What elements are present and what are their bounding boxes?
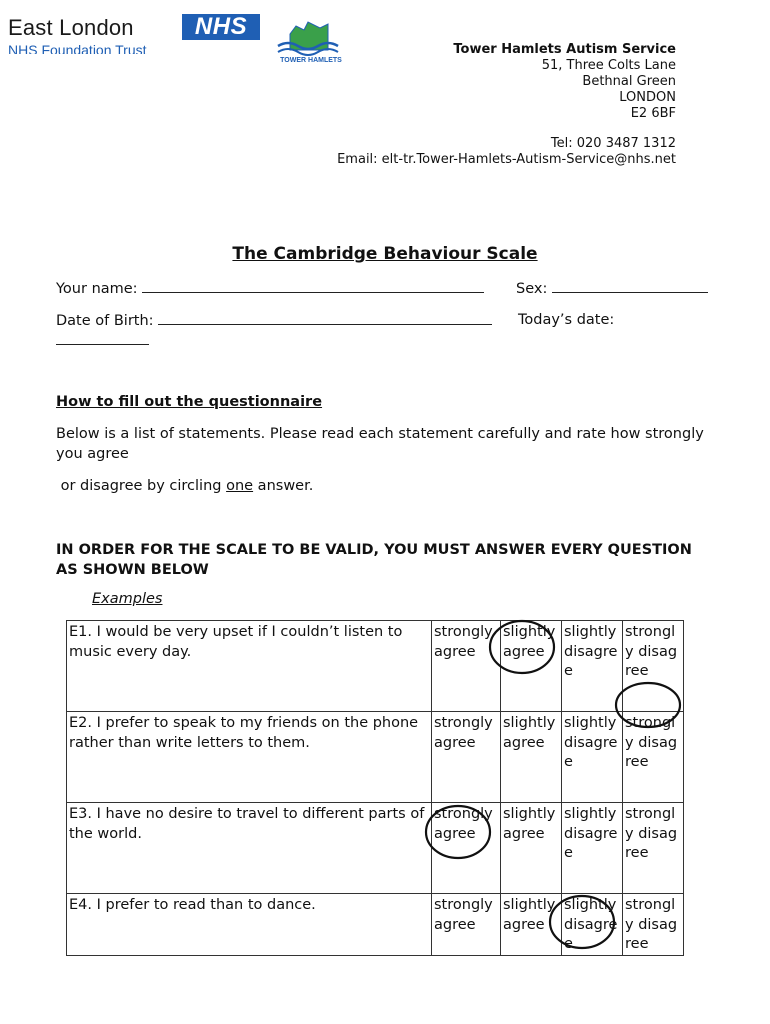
service-name: Tower Hamlets Autism Service xyxy=(453,42,676,57)
statement-cell: E1. I would be very upset if I couldn’t listen to music every day. xyxy=(67,621,432,712)
table-row xyxy=(67,803,684,894)
org-subname: NHS Foundation Trust xyxy=(8,42,147,54)
instructions-para2 xyxy=(56,476,716,496)
name-row xyxy=(56,278,484,299)
option-strongly-disagree[interactable]: strongly disagree xyxy=(623,803,684,894)
dob-label: Date of Birth: xyxy=(56,313,154,329)
today-field-wrap xyxy=(56,330,149,349)
today-row xyxy=(518,310,614,330)
nhs-logo: NHS xyxy=(182,14,260,40)
option-slightly-agree[interactable]: slightly agree xyxy=(501,621,562,712)
instructions-para1: Below is a list of statements. Please read each statement carefully and rate how strongly you agree xyxy=(56,426,704,462)
name-label: Your name: xyxy=(56,281,138,297)
para2-post: answer. xyxy=(253,478,314,494)
address-line2: Bethnal Green xyxy=(582,74,676,89)
council-logo-label: TOWER HAMLETS xyxy=(280,57,342,64)
page-title: The Cambridge Behaviour Scale xyxy=(232,244,538,264)
para2-pre: or disagree by circling xyxy=(56,478,227,494)
option-strongly-agree[interactable]: strongly agree xyxy=(432,803,501,894)
dob-field[interactable] xyxy=(158,310,492,325)
examples-label: Examples xyxy=(92,591,163,607)
validity-notice: IN ORDER FOR THE SCALE TO BE VALID, YOU MUST ANSWER EVERY QUESTION AS SHOWN BELOW xyxy=(56,542,692,578)
option-slightly-disagree[interactable]: slightly disagree xyxy=(562,803,623,894)
statement-cell: E3. I have no desire to travel to different parts of the world. xyxy=(67,803,432,894)
option-strongly-disagree[interactable]: strongly disagree xyxy=(623,894,684,956)
option-slightly-disagree[interactable]: slightly disagree xyxy=(562,894,623,956)
sex-field[interactable] xyxy=(552,278,708,293)
statement-cell: E4. I prefer to read than to dance. xyxy=(67,894,432,956)
email-address: Email: elt-tr.Tower-Hamlets-Autism-Service@nhs.net xyxy=(337,152,676,167)
option-strongly-disagree[interactable]: strongly disagree xyxy=(623,712,684,803)
table-row xyxy=(67,894,684,956)
option-slightly-agree[interactable]: slightly agree xyxy=(501,894,562,956)
address-line3: LONDON xyxy=(619,90,676,105)
instructions-heading: How to fill out the questionnaire xyxy=(56,394,323,410)
sex-label: Sex: xyxy=(516,281,548,297)
option-strongly-disagree[interactable]: strongly disagree xyxy=(623,621,684,712)
today-label: Today’s date: xyxy=(518,312,615,328)
address-postcode: E2 6BF xyxy=(630,106,676,121)
table-row xyxy=(67,712,684,803)
org-name: East London xyxy=(8,15,134,40)
option-slightly-disagree[interactable]: slightly disagree xyxy=(562,712,623,803)
today-field[interactable] xyxy=(56,330,149,345)
statement-cell: E2. I prefer to speak to my friends on the phone rather than write letters to them. xyxy=(67,712,432,803)
option-slightly-agree[interactable]: slightly agree xyxy=(501,803,562,894)
name-field[interactable] xyxy=(142,278,484,293)
examples-table xyxy=(66,620,684,956)
para2-emphasis: one xyxy=(226,478,254,494)
option-slightly-agree[interactable]: slightly agree xyxy=(501,712,562,803)
table-row xyxy=(67,621,684,712)
option-strongly-agree[interactable]: strongly agree xyxy=(432,894,501,956)
service-address xyxy=(337,42,676,168)
address-line1: 51, Three Colts Lane xyxy=(541,58,676,73)
sex-row xyxy=(516,278,708,299)
elft-logo xyxy=(8,16,147,54)
option-strongly-agree[interactable]: strongly agree xyxy=(432,712,501,803)
option-slightly-disagree[interactable]: slightly disagree xyxy=(562,621,623,712)
dob-row xyxy=(56,310,492,331)
option-strongly-agree[interactable]: strongly agree xyxy=(432,621,501,712)
phone-number: Tel: 020 3487 1312 xyxy=(550,136,676,151)
